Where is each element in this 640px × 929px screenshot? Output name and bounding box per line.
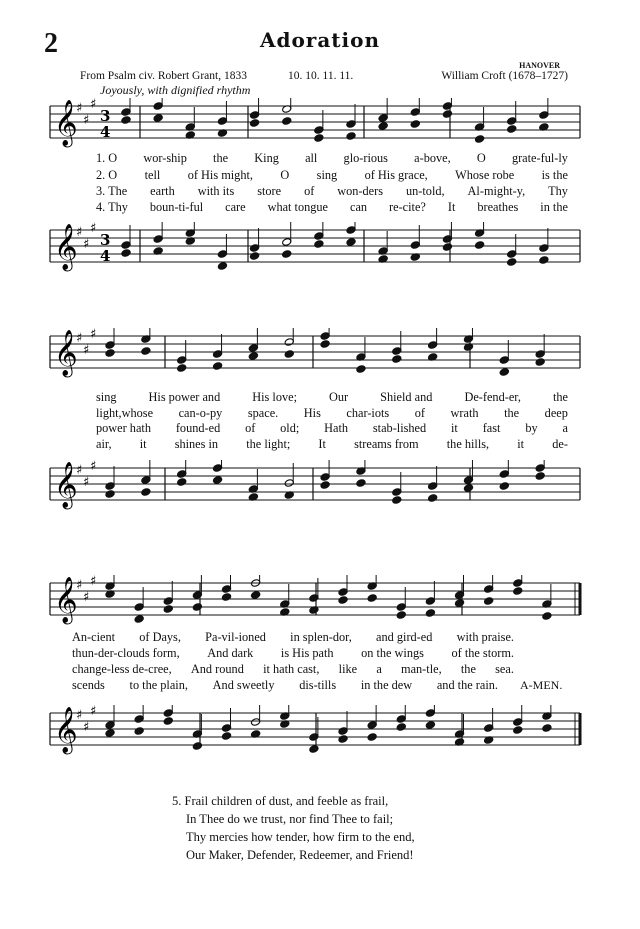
- note-head: [177, 478, 187, 487]
- note-head: [134, 615, 144, 624]
- note-head: [475, 135, 485, 144]
- treble-clef-icon: 𝄞: [54, 707, 78, 753]
- bass-staff-1: [0, 222, 640, 282]
- note-head: [141, 347, 151, 356]
- lyric-syllable: An-cient: [72, 630, 116, 644]
- note-head: [346, 238, 356, 247]
- lyric-syllable: tell: [144, 168, 161, 182]
- lyric-syllable: with its: [197, 184, 235, 198]
- stanza-5: [172, 792, 415, 864]
- lyric-syllable: His love;: [252, 390, 297, 404]
- treble-clef-icon: 𝄞: [54, 224, 78, 270]
- lyric-syllable: sea.: [495, 662, 514, 676]
- sharp-icon: ♯: [83, 343, 90, 358]
- note-head: [428, 494, 438, 503]
- lyric-line: [96, 437, 568, 452]
- note-head: [454, 599, 464, 608]
- lyric-syllable: a-bove,: [414, 151, 451, 165]
- lyric-syllable: space.: [247, 406, 279, 420]
- note-head: [217, 262, 227, 271]
- note-head: [356, 479, 366, 488]
- lyric-syllable: of: [245, 421, 256, 435]
- lyric-syllable: Thy: [548, 184, 568, 198]
- lyric-syllable: glo-rious: [343, 151, 388, 165]
- lyric-line: [96, 151, 568, 166]
- note-head: [475, 241, 485, 250]
- note-head: [442, 243, 452, 252]
- note-head: [134, 727, 144, 736]
- lyric-line: [72, 678, 498, 693]
- lyric-syllable: is the: [541, 168, 568, 182]
- note-head: [542, 724, 552, 733]
- lyric-line: [96, 390, 568, 405]
- lyric-syllable: of Days,: [139, 630, 181, 644]
- bass-staff-2: [0, 460, 640, 520]
- lyric-syllable: like: [338, 662, 358, 676]
- lyric-syllable: O: [280, 168, 290, 182]
- lyric-syllable: sing: [96, 390, 117, 404]
- note-head: [248, 352, 258, 361]
- lyric-syllable: And dark: [207, 646, 254, 660]
- lyric-syllable: wor-ship: [143, 151, 187, 165]
- lyric-syllable: it: [517, 437, 525, 451]
- stanza-line: Our Maker, Defender, Redeemer, and Friend!: [186, 848, 414, 862]
- note-head: [499, 368, 509, 377]
- composer: William Croft (1678–1727): [441, 70, 568, 82]
- lyric-syllable: And sweetly: [212, 678, 275, 692]
- lyric-syllable: of His might,: [187, 168, 253, 182]
- stanza-line: In Thee do we trust, nor find Thee to fail;: [186, 812, 394, 826]
- lyric-line: [96, 200, 568, 215]
- lyric-syllable: wrath: [450, 406, 479, 420]
- lyric-syllable: thun-der-clouds form,: [72, 646, 180, 660]
- note-head: [396, 723, 406, 732]
- note-head: [507, 258, 517, 267]
- lyric-syllable: un-told,: [405, 184, 445, 198]
- note-head: [163, 605, 173, 614]
- lyric-line: [72, 630, 514, 645]
- lyric-syllable: of: [414, 406, 425, 420]
- lyric-syllable: change-less de-cree,: [72, 662, 172, 676]
- sharp-icon: ♯: [76, 463, 83, 478]
- sharp-icon: ♯: [76, 331, 83, 346]
- lyric-syllable: a: [376, 662, 382, 676]
- lyric-syllable: 1. O: [96, 151, 118, 165]
- stanza-line: Thy mercies how tender, how firm to the end,: [186, 830, 415, 844]
- note-head: [153, 114, 163, 123]
- lyric-syllable: a: [562, 421, 568, 435]
- lyric-syllable: care: [225, 200, 246, 214]
- sharp-icon: ♯: [90, 705, 97, 719]
- lyric-syllable: of the storm.: [451, 646, 514, 660]
- lyric-syllable: store: [257, 184, 282, 198]
- lyric-syllable: breathes: [477, 200, 519, 214]
- note-head: [535, 358, 545, 367]
- lyric-syllable: in splen-dor,: [290, 630, 352, 644]
- treble-clef-icon: 𝄞: [54, 462, 78, 508]
- sharp-icon: ♯: [76, 708, 83, 723]
- note-head: [378, 122, 388, 131]
- note-head: [338, 596, 348, 605]
- lyric-syllable: dis-tills: [299, 678, 337, 692]
- note-head: [121, 116, 131, 125]
- note-head: [141, 488, 151, 497]
- note-head: [499, 482, 509, 491]
- lyric-syllable: all: [305, 151, 318, 165]
- lyric-syllable: Shield and: [380, 390, 433, 404]
- lyric-syllable: stab-lished: [372, 421, 427, 435]
- note-head: [177, 364, 187, 373]
- note-head: [463, 484, 473, 493]
- note-head: [425, 721, 435, 730]
- note-head: [542, 612, 552, 621]
- note-head: [250, 119, 260, 128]
- amen: A-MEN.: [520, 678, 563, 692]
- time-signature-bottom: 4: [100, 123, 111, 141]
- note-head: [338, 735, 348, 744]
- lyric-syllable: His power and: [148, 390, 221, 404]
- lyric-line: [96, 168, 568, 183]
- lyric-syllable: it hath cast,: [263, 662, 320, 676]
- treble-staff-3: [0, 575, 640, 635]
- sharp-icon: ♯: [83, 590, 90, 605]
- sharp-icon: ♯: [83, 113, 90, 128]
- lyric-syllable: it: [451, 421, 458, 435]
- note-head: [392, 496, 402, 505]
- sharp-icon: ♯: [90, 460, 97, 474]
- note-head: [212, 362, 222, 371]
- note-head: [163, 717, 173, 726]
- treble-clef-icon: 𝄞: [54, 577, 78, 623]
- lyric-syllable: and gird-ed: [376, 630, 433, 644]
- sharp-icon: ♯: [83, 237, 90, 252]
- lyric-syllable: earth: [150, 184, 175, 198]
- lyric-syllable: in the dew: [360, 678, 413, 692]
- lyric-syllable: old;: [280, 421, 300, 435]
- lyric-syllable: 3. The: [96, 184, 128, 198]
- lyric-syllable: sing: [316, 168, 338, 182]
- treble-staff-1: [0, 98, 640, 158]
- treble-clef-icon: 𝄞: [54, 330, 78, 376]
- lyric-syllable: air,: [96, 437, 112, 451]
- lyric-line: [96, 184, 568, 199]
- lyric-syllable: is His path: [280, 646, 334, 660]
- sharp-icon: ♯: [76, 101, 83, 116]
- lyric-syllable: 2. O: [96, 168, 118, 182]
- tune-name: HANOVER: [519, 61, 560, 70]
- note-head: [250, 252, 260, 261]
- lyric-syllable: the: [460, 662, 476, 676]
- sharp-icon: ♯: [90, 575, 97, 589]
- note-head: [282, 117, 292, 126]
- lyric-syllable: De-fend-er,: [464, 390, 521, 404]
- lyric-syllable: char-iots: [346, 406, 390, 420]
- lyric-syllable: King: [254, 151, 279, 165]
- lyric-syllable: His: [303, 406, 321, 420]
- treble-staff-2: [0, 328, 640, 388]
- text-source: From Psalm civ. Robert Grant, 1833: [80, 70, 247, 82]
- note-head: [507, 125, 517, 134]
- note-head: [284, 350, 294, 359]
- lyric-syllable: to the plain,: [129, 678, 188, 692]
- treble-clef-icon: 𝄞: [54, 100, 78, 146]
- note-head: [442, 110, 452, 119]
- note-head: [484, 597, 494, 606]
- bass-staff-3: [0, 705, 640, 765]
- sharp-icon: ♯: [83, 475, 90, 490]
- lyric-syllable: 4. Thy: [96, 200, 128, 214]
- time-signature-top: 3: [100, 107, 111, 125]
- note-head: [314, 134, 324, 143]
- lyric-syllable: found-ed: [175, 421, 221, 435]
- lyric-syllable: Hath: [324, 421, 349, 435]
- note-head: [105, 729, 115, 738]
- note-head: [410, 120, 420, 129]
- time-signature-top: 3: [100, 231, 111, 249]
- note-head: [425, 609, 435, 618]
- lyric-line: [72, 646, 514, 661]
- sharp-icon: ♯: [83, 720, 90, 735]
- note-head: [121, 249, 131, 258]
- note-head: [346, 132, 356, 141]
- note-head: [105, 349, 115, 358]
- section-title: Adoration: [259, 28, 381, 52]
- lyric-syllable: in the: [540, 200, 568, 214]
- lyric-syllable: deep: [544, 406, 568, 420]
- sharp-icon: ♯: [76, 225, 83, 240]
- lyric-syllable: It: [447, 200, 456, 214]
- note-head: [392, 355, 402, 364]
- note-head: [309, 745, 319, 754]
- lyric-syllable: Our: [329, 390, 349, 404]
- lyric-syllable: Al-might-y,: [467, 184, 526, 198]
- lyric-syllable: the: [213, 151, 229, 165]
- note-head: [513, 587, 523, 596]
- lyric-syllable: of: [304, 184, 315, 198]
- lyric-syllable: by: [525, 421, 538, 435]
- tempo-marking: Joyously, with dignified rhythm: [100, 83, 251, 97]
- lyric-syllable: the light;: [246, 437, 291, 451]
- note-head: [535, 472, 545, 481]
- note-head: [513, 726, 523, 735]
- lyric-line: [72, 662, 514, 677]
- note-head: [251, 591, 261, 600]
- lyric-syllable: with praise.: [456, 630, 514, 644]
- time-signature-bottom: 4: [100, 247, 111, 265]
- lyric-syllable: re-cite?: [389, 200, 426, 214]
- lyric-syllable: won-ders: [337, 184, 384, 198]
- note-head: [221, 732, 231, 741]
- lyric-syllable: O: [476, 151, 486, 165]
- lyric-syllable: the: [552, 390, 568, 404]
- note-head: [192, 742, 202, 751]
- lyric-line: [96, 406, 568, 421]
- lyric-syllable: and the rain.: [436, 678, 498, 692]
- lyric-line: [96, 421, 568, 436]
- sharp-icon: ♯: [90, 328, 97, 342]
- lyric-syllable: it: [139, 437, 147, 451]
- lyric-syllable: the hills,: [446, 437, 490, 451]
- lyric-syllable: Whose robe: [455, 168, 515, 182]
- note-head: [314, 240, 324, 249]
- lyric-syllable: of His grace,: [364, 168, 428, 182]
- lyric-syllable: can: [349, 200, 368, 214]
- lyric-syllable: what tongue: [267, 200, 329, 214]
- note-head: [396, 611, 406, 620]
- lyric-syllable: streams from: [354, 437, 419, 451]
- lyric-syllable: can-o-py: [178, 406, 223, 420]
- note-head: [367, 594, 377, 603]
- lyric-syllable: scends: [72, 678, 105, 692]
- sharp-icon: ♯: [90, 98, 97, 112]
- lyric-syllable: It: [318, 437, 326, 451]
- lyric-syllable: de-: [552, 437, 568, 451]
- lyric-syllable: on the wings: [361, 646, 424, 660]
- lyric-syllable: light,whose: [96, 406, 154, 420]
- lyric-syllable: man-tle,: [401, 662, 442, 676]
- note-head: [212, 476, 222, 485]
- hymn-number: 2: [44, 28, 58, 59]
- lyric-syllable: And round: [190, 662, 244, 676]
- stanza-line: 5. Frail children of dust, and feeble as frail,: [172, 794, 389, 808]
- note-head: [105, 490, 115, 499]
- lyric-syllable: Pa-vil-ioned: [205, 630, 266, 644]
- lyric-syllable: fast: [482, 421, 501, 435]
- note-head: [192, 603, 202, 612]
- note-head: [539, 256, 549, 265]
- meter: 10. 10. 11. 11.: [288, 70, 354, 82]
- lyric-syllable: grate-ful-ly: [511, 151, 568, 165]
- note-head: [320, 340, 330, 349]
- lyric-syllable: boun-ti-ful: [149, 200, 204, 214]
- note-head: [367, 733, 377, 742]
- note-head: [320, 481, 330, 490]
- note-head: [221, 593, 231, 602]
- note-head: [356, 365, 366, 374]
- lyric-syllable: the: [504, 406, 520, 420]
- note-head: [282, 250, 292, 259]
- sharp-icon: ♯: [76, 578, 83, 593]
- lyric-syllable: power hath: [96, 421, 151, 435]
- lyric-syllable: shines in: [174, 437, 219, 451]
- sharp-icon: ♯: [90, 222, 97, 236]
